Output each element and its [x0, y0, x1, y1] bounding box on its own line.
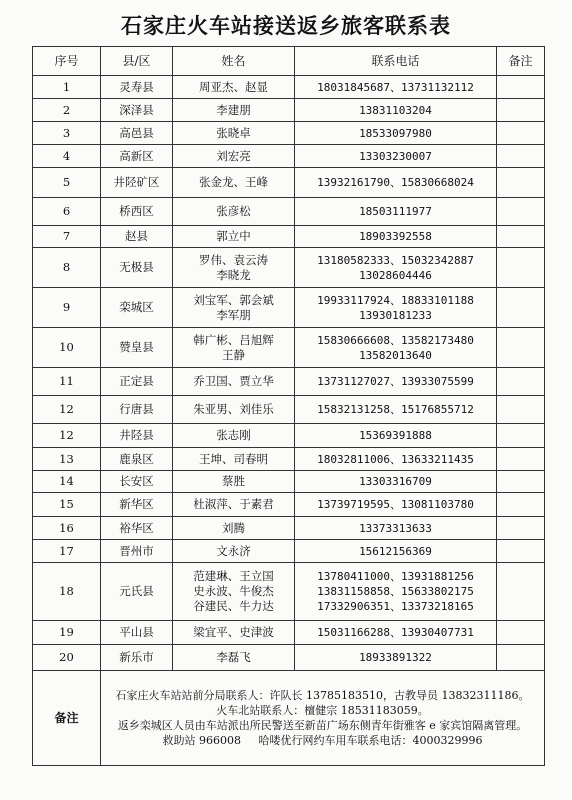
row-number: 6: [33, 198, 101, 226]
row-names: [173, 540, 295, 563]
row-number: 12: [33, 396, 101, 424]
row-phones: [295, 621, 497, 645]
row-number: 7: [33, 226, 101, 248]
row-remarks: [497, 226, 545, 248]
row-county: 高新区: [101, 145, 173, 168]
row-county: 晋州市: [101, 540, 173, 563]
row-names: [173, 288, 295, 328]
row-county: 桥西区: [101, 198, 173, 226]
contact-phone: 17332906351、13373218165: [317, 600, 474, 613]
contact-phone: 13303230007: [359, 149, 432, 163]
table-row: [33, 540, 545, 563]
contact-phone: 18533097980: [359, 126, 432, 140]
contact-name: 王静: [222, 347, 245, 362]
row-county: 无极县: [101, 248, 173, 288]
row-remarks: [497, 540, 545, 563]
contact-phone: 18503111977: [359, 205, 432, 218]
contact-name: 李军朋: [216, 307, 251, 322]
row-remarks: [497, 76, 545, 99]
row-names: [173, 448, 295, 471]
row-county: 赞皇县: [101, 328, 173, 368]
table-row: [33, 448, 545, 471]
row-county: 裕华区: [101, 517, 173, 540]
table-row: [33, 168, 545, 198]
row-phones: [295, 645, 497, 671]
contact-phone: 18031845687、13731132112: [317, 80, 474, 94]
row-names: [173, 248, 295, 288]
contact-phone: 13739719595、13081103780: [317, 498, 474, 511]
contact-phone: 15612156369: [359, 544, 432, 558]
row-names: [173, 226, 295, 248]
contact-name: 谷建民、牛力达: [193, 599, 274, 613]
row-number: 14: [33, 471, 101, 493]
row-remarks: [497, 563, 545, 621]
contact-phone: 15031166288、13930407731: [317, 626, 474, 639]
row-phones: [295, 540, 497, 563]
row-number: 15: [33, 493, 101, 517]
row-number: 20: [33, 645, 101, 671]
row-remarks: [497, 645, 545, 671]
row-names: [173, 517, 295, 540]
contact-phone: 15830666608、13582173480: [317, 333, 474, 347]
row-number: 8: [33, 248, 101, 288]
row-number: 3: [33, 122, 101, 145]
row-remarks: [497, 448, 545, 471]
footer-line-quarantine: 返乡栾城区人员由车站派出所民警送至新苗广场东侧青年街雅客 e 家宾馆隔离管理。: [117, 719, 528, 732]
contact-name: 刘宝军、郭会斌: [193, 292, 274, 307]
contact-phone: 13930181233: [359, 308, 432, 322]
contact-name: 刘宏亮: [216, 148, 251, 163]
contact-name: 王坤、司春明: [199, 451, 268, 466]
contact-phone: 18032811006、13633211435: [317, 452, 474, 466]
contact-phone: 13831158858、15633802175: [317, 585, 474, 598]
table-row: [33, 517, 545, 540]
row-phones: [295, 198, 497, 226]
row-county: 长安区: [101, 471, 173, 493]
contact-phone: 18903392558: [359, 230, 432, 243]
row-remarks: [497, 99, 545, 122]
contact-phone: 13303316709: [359, 475, 432, 488]
contact-name: 文永济: [216, 543, 251, 558]
footer-notes: [101, 671, 545, 766]
row-county: 行唐县: [101, 396, 173, 424]
table-row: [33, 145, 545, 168]
table-row: [33, 288, 545, 328]
row-remarks: [497, 368, 545, 396]
row-number: 10: [33, 328, 101, 368]
header-county: 县/区: [101, 47, 173, 76]
row-remarks: [497, 424, 545, 448]
contact-phone: 15832131258、15176855712: [317, 403, 474, 416]
row-names: [173, 122, 295, 145]
contact-name: 张晓卓: [216, 125, 251, 140]
contact-phone: 13831103204: [359, 103, 432, 117]
table-row: [33, 471, 545, 493]
row-county: 正定县: [101, 368, 173, 396]
footer-line-helpline: 救助站 966008 哈喽优行网约车用车联系电话：4000329996: [162, 734, 483, 747]
contact-name: 张彦松: [216, 204, 251, 218]
row-phones: [295, 328, 497, 368]
contact-phone: 19933117924、18833101188: [317, 293, 474, 307]
contact-phone: 13780411000、13931881256: [317, 570, 474, 583]
contact-table: [32, 46, 545, 766]
row-number: 9: [33, 288, 101, 328]
contact-phone: 13028604446: [359, 268, 432, 282]
row-county: 鹿泉区: [101, 448, 173, 471]
table-body: [33, 76, 545, 671]
row-names: [173, 396, 295, 424]
row-remarks: [497, 198, 545, 226]
row-phones: [295, 396, 497, 424]
contact-name: 韩广彬、吕旭辉: [193, 332, 274, 347]
row-phones: [295, 226, 497, 248]
row-phones: [295, 493, 497, 517]
contact-name: 周亚杰、赵显: [199, 79, 268, 94]
row-names: [173, 471, 295, 493]
row-number: 16: [33, 517, 101, 540]
row-county: 灵寿县: [101, 76, 173, 99]
contact-name: 刘腾: [222, 520, 245, 535]
row-remarks: [497, 396, 545, 424]
row-remarks: [497, 493, 545, 517]
row-county: 赵县: [101, 226, 173, 248]
row-phones: [295, 248, 497, 288]
row-number: 2: [33, 99, 101, 122]
row-remarks: [497, 621, 545, 645]
header-names: 姓名: [173, 47, 295, 76]
table-row: [33, 621, 545, 645]
footer-line-station-police: 石家庄火车站站前分局联系人：许队长 13785183510，古教导员 13832311186。: [115, 689, 530, 702]
row-phones: [295, 288, 497, 328]
contact-phone: 13731127027、13933075599: [317, 375, 474, 388]
row-names: [173, 493, 295, 517]
contact-phone: 13582013640: [359, 348, 432, 362]
row-names: [173, 621, 295, 645]
table-row: [33, 645, 545, 671]
row-number: 19: [33, 621, 101, 645]
table-row: [33, 396, 545, 424]
row-phones: [295, 76, 497, 99]
contact-name: 李晓龙: [216, 267, 251, 282]
contact-name: 范建琳、王立国: [193, 569, 274, 583]
table-row: [33, 76, 545, 99]
row-county: 高邑县: [101, 122, 173, 145]
header-no: 序号: [33, 47, 101, 76]
table-row: [33, 226, 545, 248]
row-remarks: [497, 248, 545, 288]
row-county: 平山县: [101, 621, 173, 645]
row-phones: [295, 448, 497, 471]
row-number: 18: [33, 563, 101, 621]
contact-name: 史永波、牛俊杰: [193, 584, 274, 598]
contact-phone: 13932161790、15830668024: [317, 176, 474, 189]
row-phones: [295, 563, 497, 621]
contact-phone: 18933891322: [359, 651, 432, 664]
row-number: 4: [33, 145, 101, 168]
row-names: [173, 145, 295, 168]
table-row: [33, 248, 545, 288]
table-row: [33, 99, 545, 122]
contact-name: 乔卫国、贾立华: [193, 374, 274, 388]
table-row: [33, 198, 545, 226]
row-remarks: [497, 471, 545, 493]
row-names: [173, 563, 295, 621]
row-county: 新华区: [101, 493, 173, 517]
row-remarks: [497, 328, 545, 368]
row-county: 新乐市: [101, 645, 173, 671]
row-phones: [295, 168, 497, 198]
row-names: [173, 99, 295, 122]
row-names: [173, 368, 295, 396]
table-row: [33, 563, 545, 621]
contact-name: 梁宜平、史津波: [193, 625, 274, 639]
contact-phone: 13373313633: [359, 521, 432, 535]
row-number: 12: [33, 424, 101, 448]
table-header-row: [33, 47, 545, 76]
row-remarks: [497, 288, 545, 328]
contact-phone: 15369391888: [359, 429, 432, 442]
footer-row: [33, 671, 545, 766]
row-number: 5: [33, 168, 101, 198]
footer-label: 备注: [33, 671, 101, 766]
contact-name: 杜淑萍、于素君: [193, 497, 274, 511]
document-title: 石家庄火车站接送返乡旅客联系表: [121, 13, 451, 38]
contact-phone: 13180582333、15032342887: [317, 253, 474, 267]
row-names: [173, 76, 295, 99]
row-phones: [295, 471, 497, 493]
row-names: [173, 328, 295, 368]
row-names: [173, 424, 295, 448]
row-county: 深泽县: [101, 99, 173, 122]
header-remarks: 备注: [497, 47, 545, 76]
row-names: [173, 168, 295, 198]
row-phones: [295, 424, 497, 448]
row-names: [173, 645, 295, 671]
row-number: 17: [33, 540, 101, 563]
row-phones: [295, 122, 497, 145]
row-county: 元氏县: [101, 563, 173, 621]
table-row: [33, 368, 545, 396]
row-number: 13: [33, 448, 101, 471]
row-phones: [295, 517, 497, 540]
contact-name: 李建朋: [216, 102, 251, 117]
contact-name: 罗伟、袁云涛: [199, 252, 268, 267]
table-row: [33, 328, 545, 368]
contact-name: 蔡胜: [222, 474, 245, 488]
row-number: 1: [33, 76, 101, 99]
contact-name: 朱亚男、刘佳乐: [193, 402, 274, 416]
contact-name: 郭立中: [216, 229, 251, 243]
row-remarks: [497, 145, 545, 168]
header-phones: 联系电话: [295, 47, 497, 76]
row-county: 井陉县: [101, 424, 173, 448]
row-phones: [295, 145, 497, 168]
contact-name: 张金龙、王峰: [199, 175, 268, 189]
footer-line-north-station: 火车北站联系人：檀健宗 18531183059。: [216, 704, 429, 717]
row-remarks: [497, 122, 545, 145]
table-row: [33, 122, 545, 145]
table-row: [33, 493, 545, 517]
row-phones: [295, 99, 497, 122]
row-county: 栾城区: [101, 288, 173, 328]
row-remarks: [497, 168, 545, 198]
row-names: [173, 198, 295, 226]
contact-name: 李磊飞: [216, 650, 251, 664]
contact-name: 张志刚: [216, 428, 251, 442]
table-row: [33, 424, 545, 448]
row-number: 11: [33, 368, 101, 396]
row-county: 井陉矿区: [101, 168, 173, 198]
row-phones: [295, 368, 497, 396]
row-remarks: [497, 517, 545, 540]
